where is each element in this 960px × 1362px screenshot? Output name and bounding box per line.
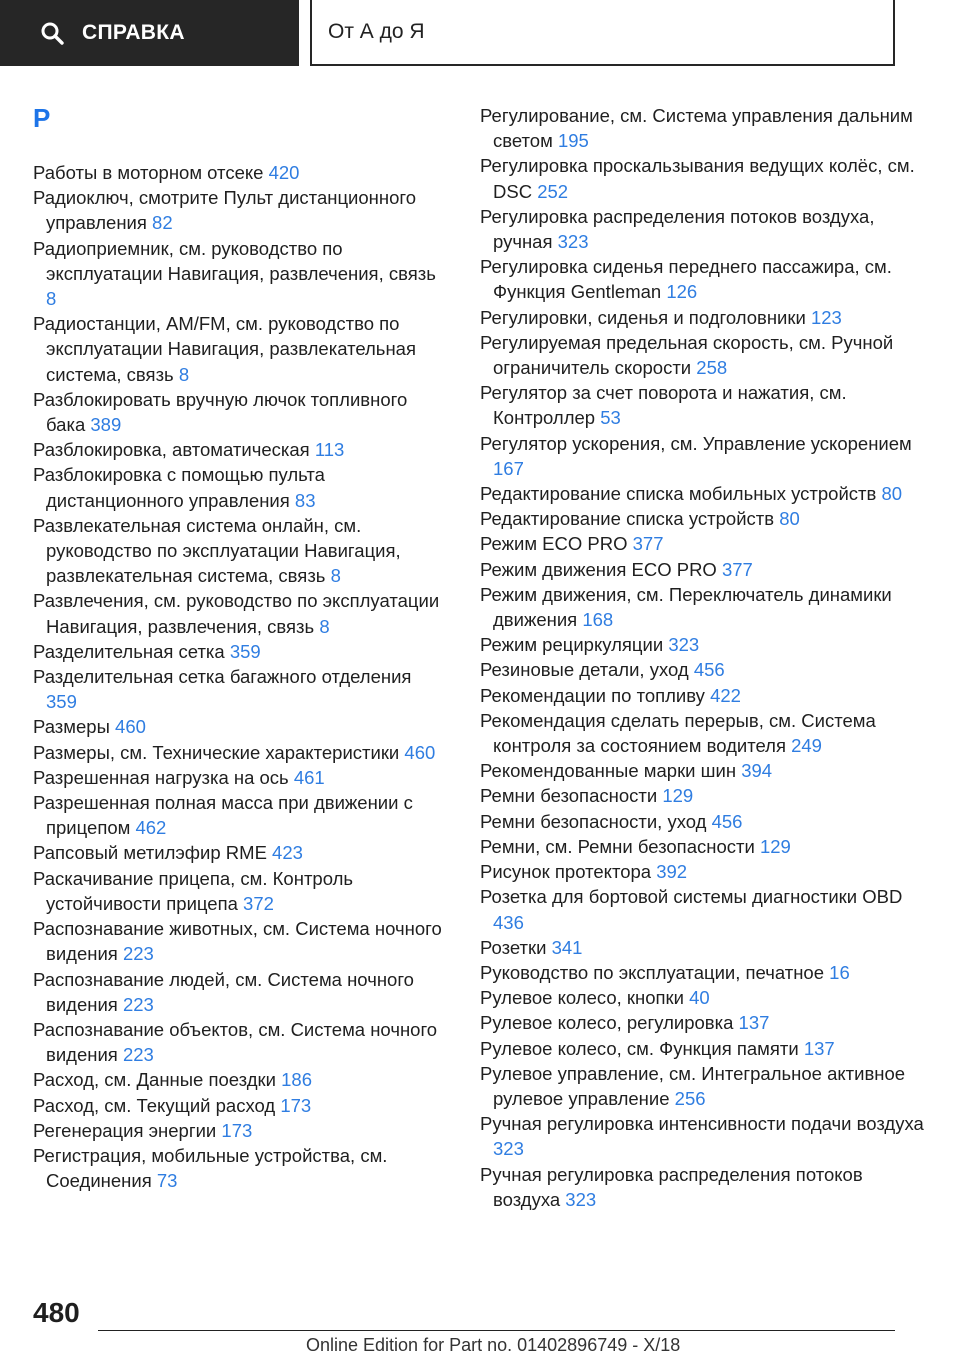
index-entry — [480, 683, 925, 708]
page-reference-link[interactable]: 460 — [115, 716, 146, 738]
index-entry-text: Рисунок протектора — [480, 861, 652, 883]
index-entry-text: Регулировка сиденья переднего пассажира, см. Функция Gentleman — [480, 256, 892, 303]
index-entry-text: Ручная регулировка распределения потоков воздуха — [480, 1163, 863, 1210]
search-icon — [40, 21, 64, 45]
page-reference-link[interactable]: 173 — [280, 1094, 312, 1116]
index-entry — [33, 462, 443, 512]
index-entry — [480, 783, 925, 808]
index-entry — [33, 967, 443, 1017]
page-reference-link[interactable]: 167 — [493, 457, 524, 479]
page-reference-link[interactable]: 129 — [662, 785, 694, 807]
page-reference-link[interactable]: 462 — [135, 817, 167, 839]
index-entry — [33, 185, 443, 235]
index-entry-text: Разрешенная нагрузка на ось — [33, 766, 289, 788]
page-reference-link[interactable]: 436 — [493, 911, 524, 933]
index-entry-text: Радиоключ, смотрите Пульт дистанционного управления — [33, 187, 417, 234]
index-entry — [33, 790, 443, 840]
page-reference-link[interactable]: 377 — [632, 533, 664, 555]
index-entry-text: Рекомендованные марки шин — [480, 760, 737, 782]
index-entry — [480, 1061, 925, 1111]
index-entry — [33, 1067, 443, 1092]
index-entry-text: Разблокировка, автоматическая — [33, 439, 310, 461]
page-reference-link[interactable]: 126 — [666, 281, 698, 303]
index-entry-text: Раскачивание прицепа, см. Контроль устойчивости прицепа — [33, 867, 354, 914]
index-entry — [33, 588, 443, 638]
index-entry — [33, 437, 443, 462]
page-reference-link[interactable]: 53 — [600, 407, 621, 429]
page-number: 480 — [33, 1297, 80, 1328]
page-reference-link[interactable]: 460 — [404, 741, 436, 763]
page-reference-link[interactable]: 129 — [759, 835, 791, 857]
page-reference-link[interactable]: 8 — [46, 288, 57, 310]
index-entry-text: Расход, см. Текущий расход — [33, 1094, 276, 1116]
page-reference-link[interactable]: 80 — [779, 508, 800, 530]
index-entry-text: Рулевое колесо, кнопки — [480, 987, 684, 1009]
index-entry-text: Распознавание объектов, см. Система ночного видения — [33, 1018, 438, 1066]
page-reference-link[interactable]: 456 — [693, 659, 725, 681]
index-entry — [480, 859, 925, 884]
page-reference-link[interactable]: 83 — [294, 489, 316, 511]
page-reference-link[interactable]: 223 — [122, 943, 154, 965]
index-entry-text: Ремни безопасности — [480, 785, 658, 807]
page-reference-link[interactable]: 377 — [721, 558, 753, 580]
index-column-right — [480, 103, 925, 1212]
page-reference-link[interactable]: 422 — [710, 684, 741, 706]
index-entry-text: Режим движения ECO PRO — [480, 558, 717, 580]
page-reference-link[interactable]: 323 — [493, 1138, 524, 1160]
index-entry — [480, 204, 925, 254]
page-reference-link[interactable]: 249 — [791, 735, 822, 757]
page-reference-link[interactable]: 8 — [319, 615, 330, 637]
index-entry-text: Распознавание людей, см. Система ночного видения — [33, 968, 414, 1015]
index-entry — [33, 866, 443, 916]
page-reference-link[interactable]: 16 — [829, 961, 850, 983]
index-entry — [33, 714, 443, 739]
index-entry — [480, 380, 925, 430]
index-entry — [480, 531, 925, 556]
index-entry — [33, 236, 443, 312]
index-entry-text: Размеры — [33, 716, 110, 738]
index-entry — [33, 513, 443, 589]
index-entry — [480, 481, 925, 506]
index-entry-text: Разрешенная полная масса при движении с прицепом — [33, 792, 413, 839]
page-reference-link[interactable]: 8 — [178, 363, 190, 385]
index-entry-text: Разблокировка с помощью пульта дистанционного управления — [33, 464, 325, 511]
index-entry — [480, 103, 925, 153]
index-entry — [33, 1118, 443, 1143]
page-reference-link[interactable]: 223 — [122, 993, 154, 1015]
page-reference-link[interactable]: 389 — [90, 414, 122, 436]
index-entry — [480, 935, 925, 960]
page-reference-link[interactable]: 323 — [565, 1188, 597, 1210]
index-entry-text: Рекомендация сделать перерыв, см. Система контроля за состоянием водителя — [480, 709, 876, 757]
page-reference-link[interactable]: 258 — [696, 357, 728, 379]
page-reference-link[interactable]: 137 — [803, 1037, 835, 1059]
top-navigation-bar — [0, 0, 960, 66]
search-tab[interactable] — [0, 0, 299, 66]
index-entry-text: Регистрация, мобильные устройства, см. Соединения — [33, 1144, 388, 1192]
index-entry — [480, 657, 925, 682]
index-entry-text: Размеры, см. Технические характеристики — [33, 741, 400, 763]
index-entry-text: Ремни безопасности, уход — [480, 810, 707, 832]
index-entry-text: Работы в моторном отсеке — [33, 162, 264, 183]
page-reference-link[interactable]: 137 — [738, 1012, 770, 1034]
index-entry-text: Разделительная сетка багажного отделения — [33, 666, 412, 688]
index-entry-text: Радиоприемник, см. руководство по эксплуатации Навигация, развлечения, связь — [33, 237, 436, 284]
index-entry-text: Регулировка распределения потоков воздуха, ручная — [480, 205, 875, 253]
index-entry-text: Рекомендации по топливу — [480, 684, 705, 706]
page-reference-link[interactable]: 323 — [668, 634, 700, 656]
index-entry — [480, 1162, 925, 1212]
index-entry-text: Ремни, см. Ремни безопасности — [480, 835, 755, 857]
index-entry — [480, 330, 925, 380]
index-entry — [480, 305, 925, 330]
index-entry — [480, 1111, 925, 1161]
index-entry — [33, 1093, 443, 1118]
page-reference-link[interactable]: 394 — [741, 760, 773, 782]
index-entry — [480, 834, 925, 859]
index-entry-text: Рулевое управление, см. Интегральное активное рулевое управление — [480, 1062, 906, 1109]
page-reference-link[interactable]: 223 — [122, 1044, 154, 1066]
page-reference-link[interactable]: 173 — [221, 1119, 253, 1141]
page-reference-link[interactable]: 123 — [810, 306, 842, 328]
page-reference-link[interactable]: 40 — [689, 987, 710, 1009]
a-to-z-tab-label: От А до Я — [328, 20, 425, 43]
page-reference-link[interactable]: 420 — [268, 162, 300, 183]
index-entry — [33, 916, 443, 966]
index-entry-text: Расход, см. Данные поездки — [33, 1069, 276, 1091]
page-reference-link[interactable]: 423 — [272, 842, 303, 864]
index-entry-text: Режим рециркуляции — [480, 634, 664, 656]
index-entry — [33, 160, 443, 185]
index-entry — [480, 632, 925, 657]
page-reference-link[interactable]: 256 — [674, 1087, 706, 1109]
index-entry-text: Руководство по эксплуатации, печатное — [480, 961, 825, 983]
index-entry-text: Ручная регулировка интенсивности подачи воздуха — [480, 1113, 924, 1135]
page-reference-link[interactable]: 82 — [152, 212, 173, 234]
page-reference-link[interactable]: 323 — [557, 231, 589, 253]
index-entry-text: Развлекательная система онлайн, см. руководство по эксплуатации Навигация, развлекательная система, связь — [33, 514, 401, 587]
page-reference-link[interactable]: 252 — [537, 180, 569, 202]
page-reference-link[interactable]: 456 — [711, 810, 743, 832]
index-entry-text: Рулевое колесо, см. Функция памяти — [480, 1037, 799, 1059]
index-entry — [33, 740, 443, 765]
index-entry-text: Режим ECO PRO — [480, 533, 628, 555]
index-entry — [480, 431, 925, 481]
page-reference-link[interactable]: 73 — [156, 1170, 178, 1192]
index-entry-text: Разблокировать вручную лючок топливного бака — [33, 388, 408, 436]
index-entry — [480, 557, 925, 582]
index-entry-text: Розетки — [480, 936, 547, 958]
index-entry-text: Рапсовый метилэфир RME — [33, 842, 267, 864]
index-entry — [33, 311, 443, 387]
index-entry — [33, 639, 443, 664]
index-entry-text: Редактирование списка устройств — [480, 508, 775, 530]
index-entry — [480, 582, 925, 632]
index-entry-text: Режим движения, см. Переключатель динамики движения — [480, 583, 892, 631]
page-reference-link[interactable]: 80 — [881, 483, 903, 505]
index-entry — [33, 765, 443, 790]
index-entry — [480, 809, 925, 834]
page-reference-link[interactable]: 461 — [293, 766, 325, 788]
index-entry — [33, 1143, 443, 1193]
index-column-left — [33, 160, 443, 1193]
index-entry-text: Регулировки, сиденья и подголовники — [480, 306, 806, 328]
index-entry — [33, 664, 443, 714]
index-entry — [33, 387, 443, 437]
page-reference-link[interactable]: 392 — [656, 861, 688, 883]
index-entry — [480, 1010, 925, 1035]
page-reference-link[interactable]: 359 — [229, 640, 261, 662]
index-entry — [480, 254, 925, 304]
index-entry — [480, 758, 925, 783]
edition-footer: Online Edition for Part no. 01402896749 - X/18 — [306, 1335, 681, 1355]
page-reference-link[interactable]: 168 — [582, 609, 614, 631]
index-entry-text: Резиновые детали, уход — [480, 659, 689, 681]
index-entry-text: Распознавание животных, см. Система ночного видения — [33, 918, 442, 965]
section-letter-heading: Р — [33, 103, 51, 133]
index-entry-text: Регулируемая предельная скорость, см. Ручной ограничитель скорости — [480, 331, 894, 379]
index-entry-text: Регулятор за счет поворота и нажатия, см. Контроллер — [480, 382, 847, 429]
index-entry-text: Редактирование списка мобильных устройств — [480, 483, 877, 505]
a-to-z-tab[interactable] — [310, 0, 895, 66]
index-entry-text: Регулировка проскальзывания ведущих колёс, см. DSC — [480, 155, 915, 202]
index-entry — [480, 708, 925, 758]
index-entry-text: Разделительная сетка — [33, 640, 225, 662]
index-entry — [480, 985, 925, 1010]
page-reference-link[interactable]: 359 — [46, 691, 77, 713]
index-entry — [33, 840, 443, 865]
index-entry — [480, 884, 925, 934]
page-reference-link[interactable]: 195 — [557, 130, 589, 152]
index-entry — [480, 506, 925, 531]
footer-divider — [98, 1330, 895, 1331]
page-reference-link[interactable]: 186 — [281, 1069, 312, 1091]
page-reference-link[interactable]: 341 — [551, 936, 583, 958]
page-reference-link[interactable]: 113 — [314, 439, 345, 461]
index-entry-text: Развлечения, см. руководство по эксплуатации Навигация, развлечения, связь — [33, 590, 440, 637]
index-entry — [480, 960, 925, 985]
index-entry-text: Рулевое колесо, регулировка — [480, 1012, 734, 1034]
index-entry-text: Регенерация энергии — [33, 1119, 217, 1141]
index-entry-text: Регулирование, см. Система управления дальним светом — [480, 105, 913, 152]
index-entry-text: Розетка для бортовой системы диагностики OBD — [480, 886, 903, 908]
page-reference-link[interactable]: 8 — [330, 565, 341, 587]
page-reference-link[interactable]: 372 — [243, 892, 274, 914]
index-entry — [480, 1036, 925, 1061]
index-entry — [480, 153, 925, 203]
search-tab-label: СПРАВКА — [82, 21, 185, 44]
index-entry-text: Регулятор ускорения, см. Управление ускорением — [480, 432, 912, 454]
index-entry-text: Радиостанции, AM/FM, см. руководство по эксплуатации Навигация, развлекательная система, связь — [33, 313, 416, 385]
index-entry — [33, 1017, 443, 1067]
